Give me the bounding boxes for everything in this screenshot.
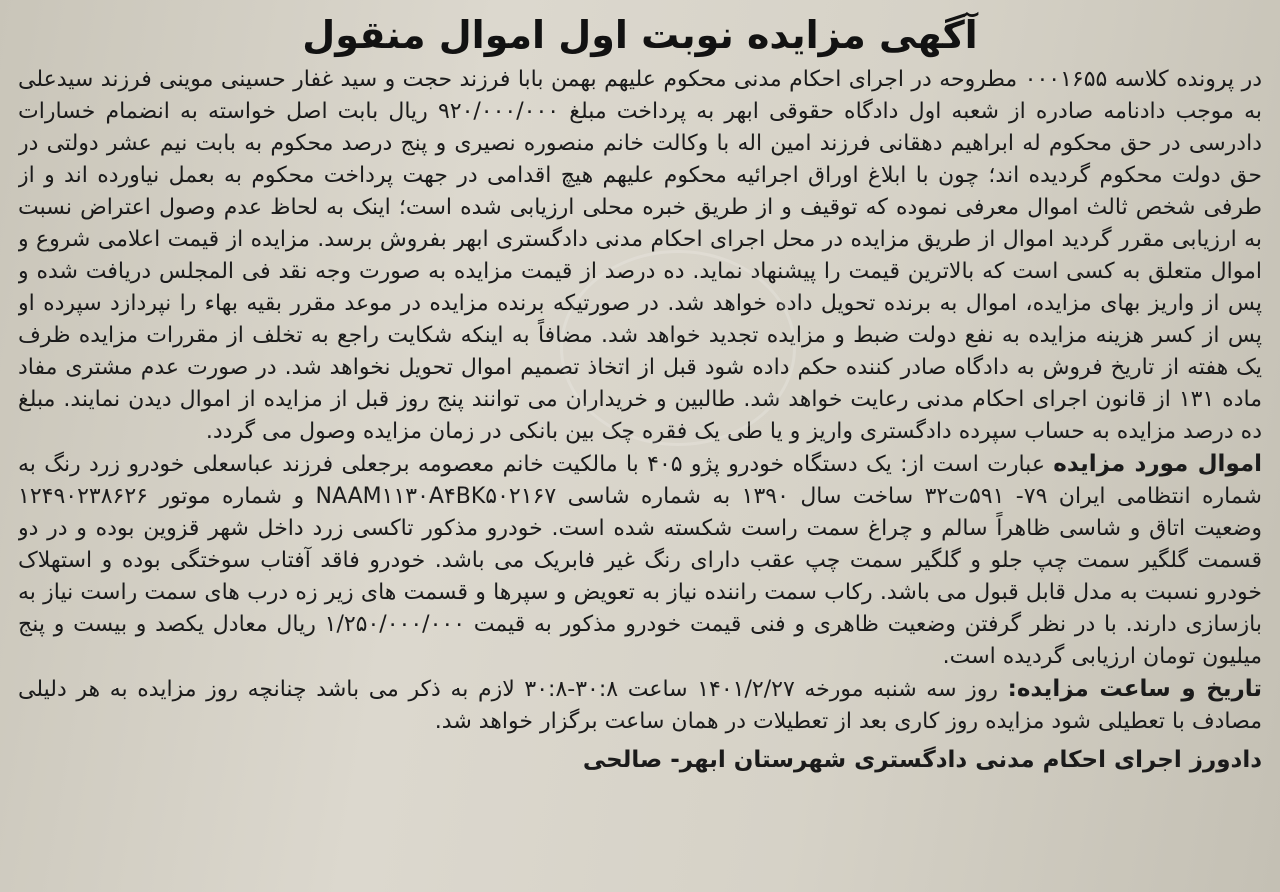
items-text: عبارت است از: یک دستگاه خودرو پژو ۴۰۵ با مالکیت خانم معصومه برجعلی فرزند عباسعلی خودرو زرد رنگ به شماره انتظامی ایران ۷۹- ۵۹۱ت۳۲ ساخت سال ۱۳۹۰ به شماره شاسی NAAM۱۱۳۰A۴BK۵۰۲۱۶۷ و شماره موتور ۱۲۴۹۰۲۳۸۶۲۶ وضعیت اتاق و شاسی ظاهراً سالم و چراغ سمت راست شکسته شده است. خودرو مذکور تاکسی زرد داخل شهر قزوین بوده و در دو قسمت گلگیر سمت چپ جلو و گلگیر سمت چپ عقب دارای رنگ غیر فابریک می باشد. خودرو فاقد آفتاب سوختگی بوده و استهلاک خودرو نسبت به مدل قابل قبول می باشد. رکاب سمت راننده نیاز به تعویض و سپرها و قسمت های زیر زه درب های سمت راست نیاز به بازسازی دارند. با در نظر گرفتن وضعیت ظاهری و فنی قیمت خودرو مذکور به قیمت ۱/۲۵۰/۰۰۰/۰۰۰ ریال معادل یکصد و بیست و پنج میلیون تومان ارزیابی گردیده است. xyxy=(18,452,1262,669)
items-heading: اموال مورد مزایده xyxy=(1053,451,1262,477)
notice-paragraph-1: در پرونده کلاسه ۰۰۰۱۶۵۵ مطروحه در اجرای احکام مدنی محکوم علیهم بهمن بابا فرزند حجت و سید غفار حسینی موینی فرزند سیدعلی به موجب دادنامه صادره از شعبه اول دادگاه حقوقی ابهر به پرداخت مبلغ ۹۲۰/۰۰۰/۰۰۰ ریال بابت اصل خواسته به انضمام خسارات دادرسی در حق محکوم له ابراهیم دهقانی فرزند امین اله با وکالت خانم منصوره نصیری و پنج درصد محکوم به بابت نیم عشر دولتی در حق دولت محکوم گردیده اند؛ چون با ابلاغ اوراق اجرائیه محکوم علیهم هیچ اقدامی در جهت پرداخت محکوم به بعمل نیاورده اند و از طرفی شخص ثالث اموال معرفی نموده که توقیف و از طریق خبره محلی ارزیابی شده است؛ اینک به لحاظ عدم وصول اعتراض نسبت به ارزیابی مقرر گردید اموال از طریق مزایده در محل اجرای احکام مدنی دادگستری ابهر بفروش برسد. مزایده از قیمت اعلامی شروع و اموال متعلق به کسی است که بالاترین قیمت را پیشنهاد نماید. ده درصد از قیمت مزایده به صورت وجه نقد فی المجلس دریافت شده و پس از واریز بهای مزایده، اموال به برنده تحویل داده خواهد شد. در صورتیکه برنده مزایده در موعد مقرر بقیه بهاء را نپردازد سپرده او پس از کسر هزینه مزایده به نفع دولت ضبط و مزایده تجدید خواهد شد. مضافاً به اینکه شکایت راجع به تخلف از مقررات مزایده ظرف یک هفته از تاریخ فروش به دادگاه صادر کننده حکم داده شود قبل از اتخاذ تصمیم اموال تحویل نخواهد شد. در صورت عدم مشتری مفاد ماده ۱۳۱ از قانون اجرای احکام مدنی رعایت خواهد شد. طالبین و خریداران می توانند پنج روز قبل از مزایده از اموال دیدن نمایند. مبلغ ده درصد مزایده به حساب سپرده دادگستری واریز و یا طی یک فقره چک بین بانکی در زمان مزایده وصول می گردد. xyxy=(18,67,1262,444)
notice-body xyxy=(18,64,1262,828)
notice-signature: دادورز اجرای احکام مدنی دادگستری شهرستان ابهر- صالحی xyxy=(582,747,1262,773)
datetime-heading: تاریخ و ساعت مزایده: xyxy=(1007,676,1262,702)
datetime-text: روز سه شنبه مورخه ۱۴۰۱/۲/۲۷ ساعت ۳۰:۸-۳۰:۸ لازم به ذکر می باشد چنانچه روز مزایده به هر دلیلی مصادف با تعطیلی شود مزایده روز کاری بعد از تعطیلات در همان ساعت برگزار خواهد شد. xyxy=(18,677,1262,734)
notice-title: آگهی مزایده نوبت اول اموال منقول xyxy=(302,13,978,57)
